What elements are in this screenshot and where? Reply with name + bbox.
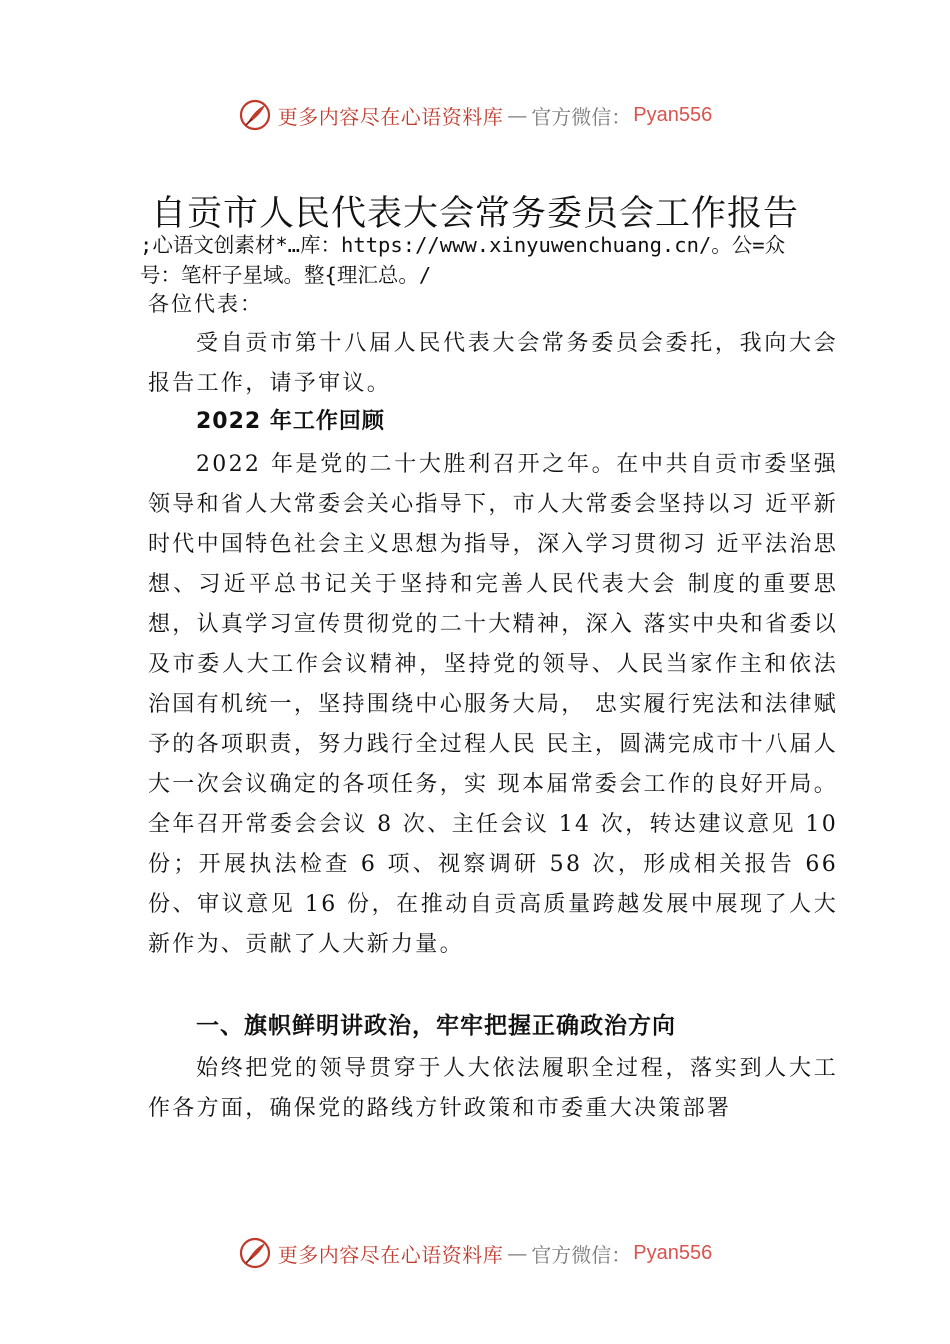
banner-separator: — (507, 103, 528, 127)
document-title: 自贡市人民代表大会常务委员会工作报告 (150, 194, 799, 234)
quill-logo-icon (238, 98, 272, 132)
banner-wechat-id: Pyan556 (633, 1241, 713, 1264)
header-banner (0, 95, 950, 135)
section-one-heading: 一、旗帜鲜明讲政治，牢牢把握正确政治方向 (196, 1013, 676, 1039)
section-review-heading: 2022 年工作回顾 (196, 409, 385, 434)
quill-logo-icon (238, 1236, 272, 1270)
banner-wechat-label: 官方微信： (531, 104, 632, 129)
section-one-paragraph: 始终把党的领导贯穿于人大依法履职全过程，落实到人大工作各方面，确保党的路线方针政策和市委重大决策部署 (148, 1056, 838, 1121)
greeting: 各位代表： (148, 292, 263, 316)
banner-brand-text: 更多内容尽在心语资料库 (277, 104, 504, 129)
banner-brand-text: 更多内容尽在心语资料库 (277, 1242, 504, 1267)
intro-paragraph: 受自贡市第十八届人民代表大会常务委员会委托，我向大会报告工作，请予审议。 (148, 331, 838, 396)
review-paragraph: 2022 年是党的二十大胜利召开之年。在中共自贡市委坚强领导和省人大常委会关心指导下，市人大常委会坚持以习 近平新时代中国特色社会主义思想为指导，深入学习贯彻习 近平法治思想、习近平总书记关于坚持和完善人民代表大会 制度的重要思想，认真学习宣传贯彻党的二十大精神，深入 落实中央和省委以及市委人大工作会议精神，坚持党的领导、人民当家作主和依法治国有机统一，坚持围绕中心服务大局， 忠实履行宪法和法律赋予的各项职责，努力践行全过程人民 民主，圆满完成市十八届人大一次会议确定的各项任务，实 现本届常委会工作的良好开局。全年召开常委会会议 8 次、主任会议 14 次，转达建议意见 10 份；开展执法检查 6 项、视察调研 58 次，形成相关报告 66 份、审议意见 16 份，在推动自贡高质量跨越发展中展现了人大新作为、贡献了人大新力量。 (148, 452, 838, 957)
footer-banner (0, 1233, 950, 1273)
source-line: ;心语文创素材*…库：https://www.xinyuwenchuang.cn/。公=众号：笔杆子星域。整{理汇总。/ (140, 233, 786, 287)
banner-separator: — (507, 1241, 528, 1265)
banner-wechat-id: Pyan556 (633, 103, 713, 126)
banner-wechat-label: 官方微信： (531, 1242, 632, 1267)
